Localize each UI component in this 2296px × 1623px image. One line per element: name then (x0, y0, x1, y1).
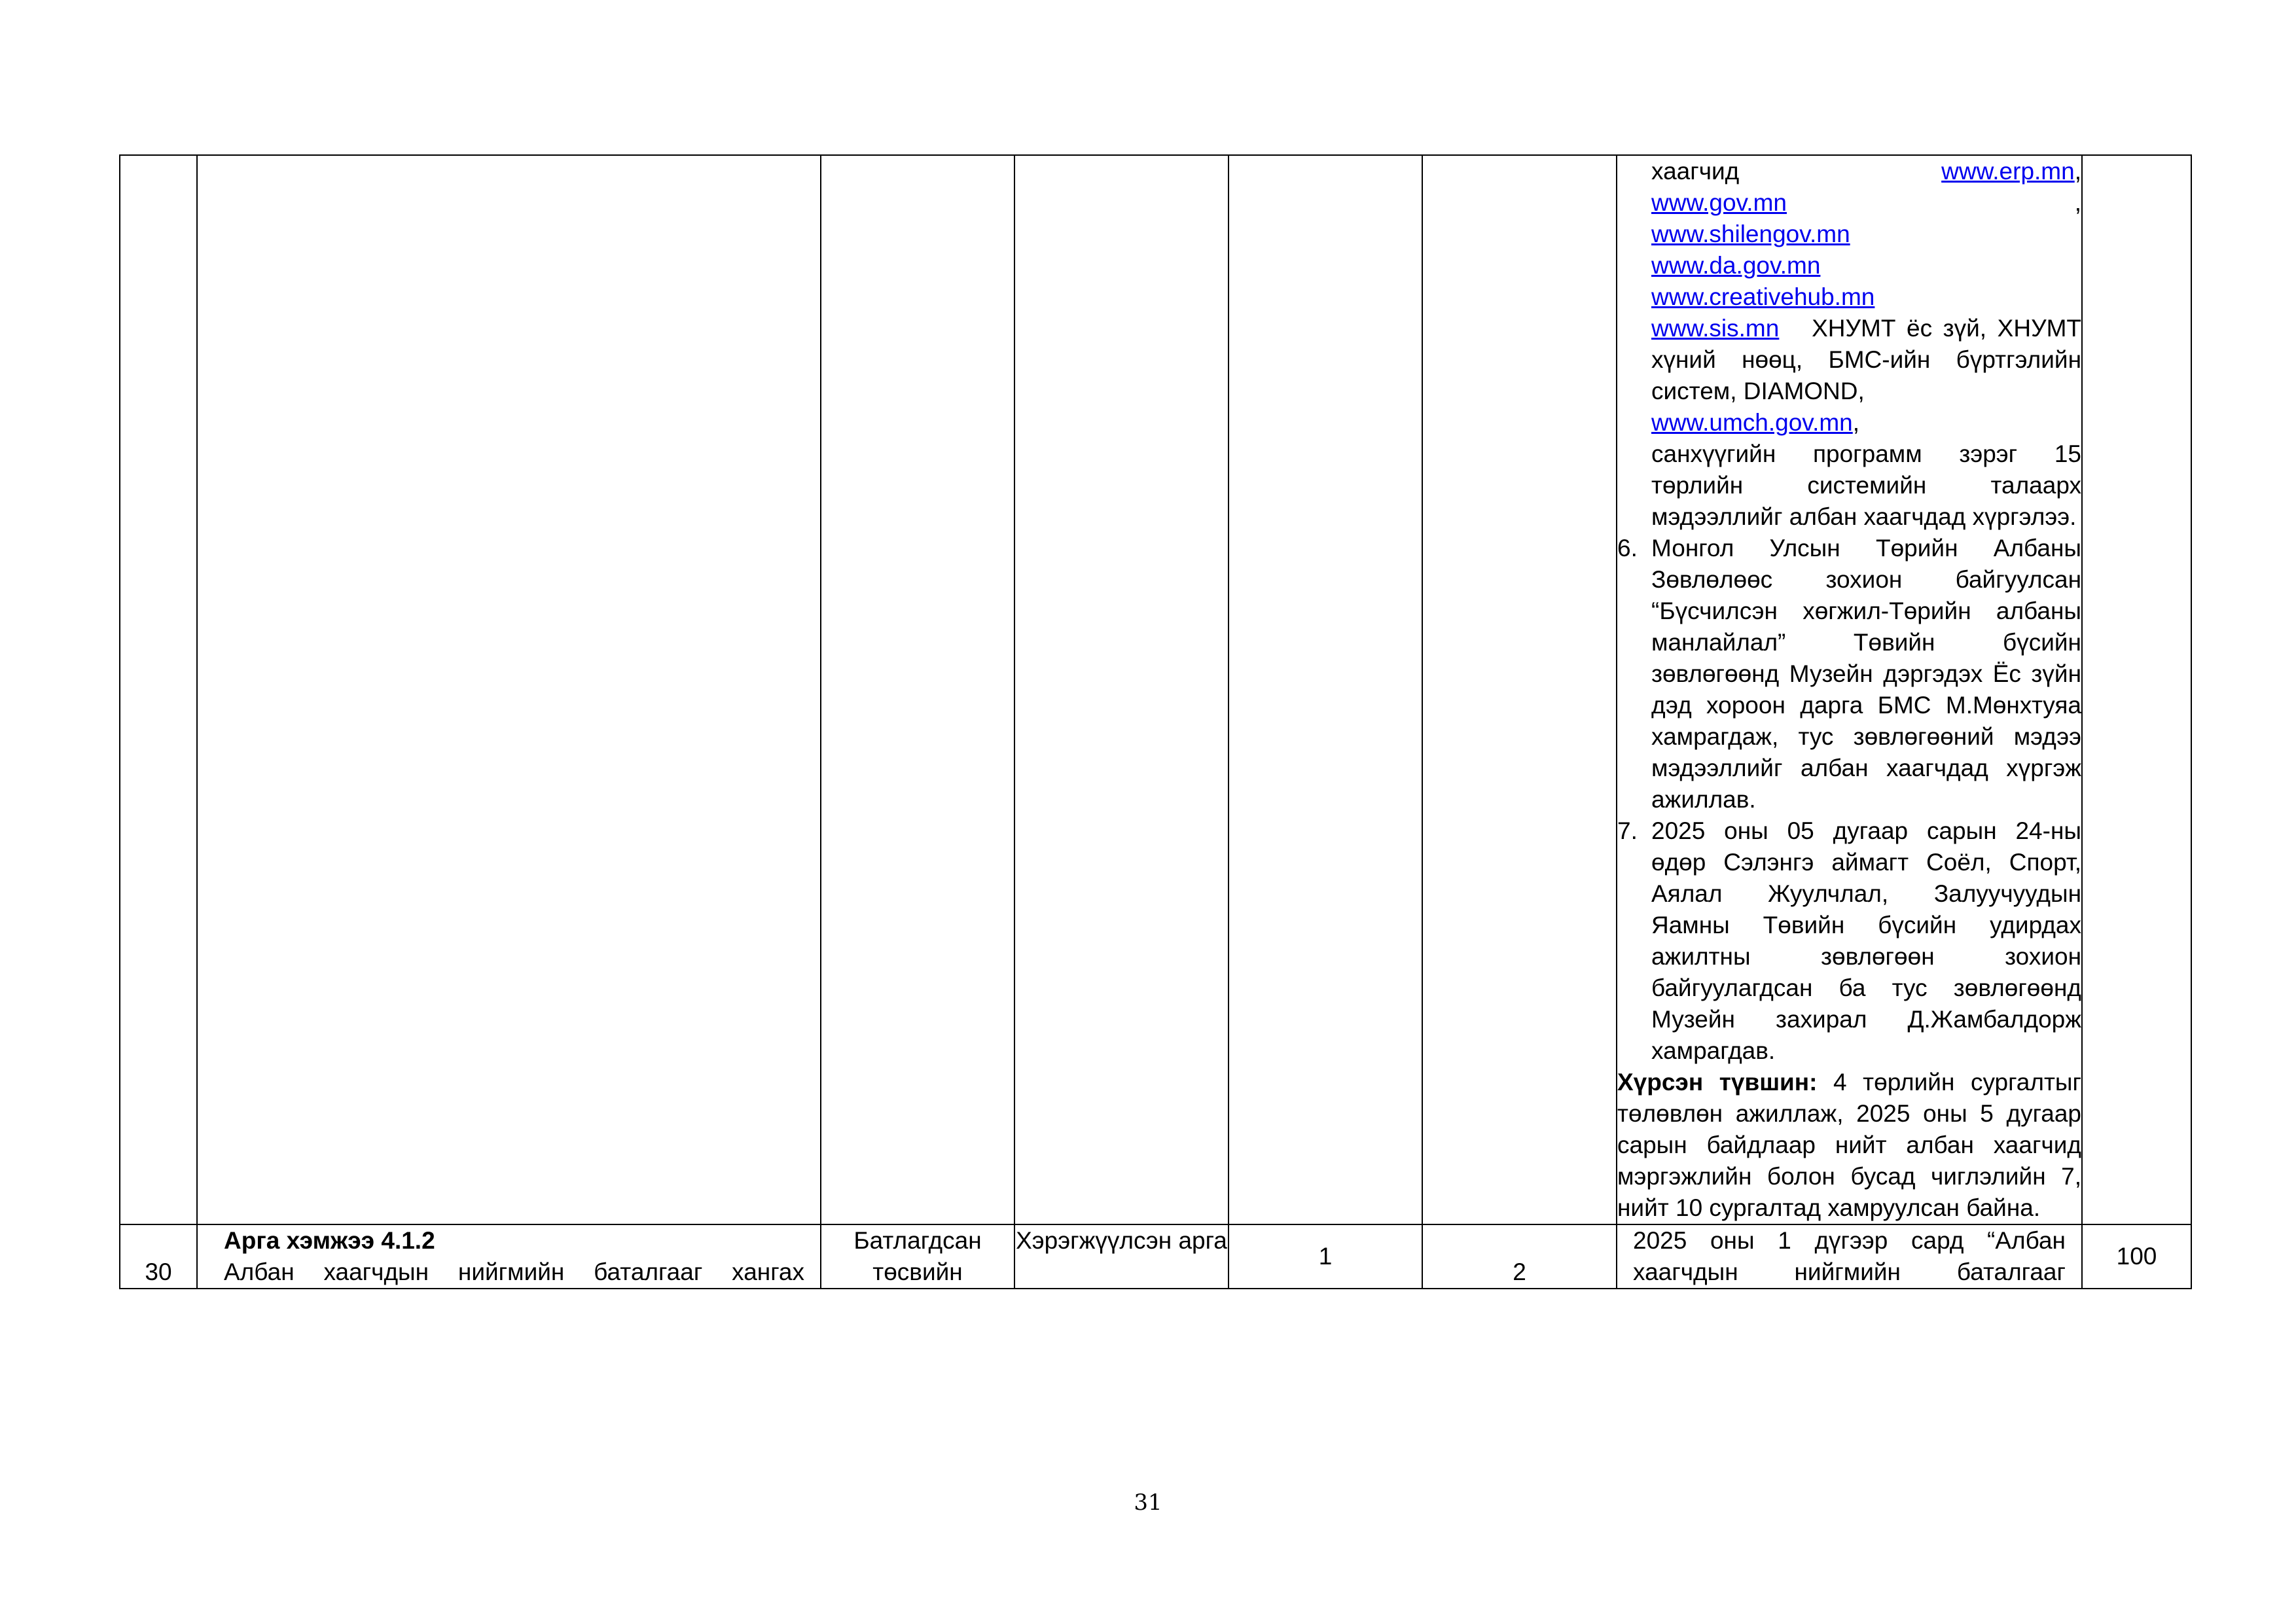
cell-status: Хэрэгжүүлсэн арга (1014, 1224, 1229, 1289)
cell-budget: Батлагдсан төсвийн (821, 1224, 1014, 1289)
cell-value-2: 2 (1422, 1224, 1617, 1289)
list-item-text: Монгол Улсын Төрийн Албаны Зөвлөлөөс зохион байгуулсан “Бүсчилсэн хөгжил-Төрийн албаны манлайлал” Төвийн бүсийн зөвлөгөөнд Музейн дэргэдэх Ёс зүйн дэд хороон дарга БМС М.Мөнхтуяа хамрагдаж, тус зөвлөгөөний мэдээ мэдээллийг албан хаагчдад хүргэж ажиллав. (1651, 535, 2081, 813)
link-gov[interactable]: www.gov.mn (1651, 189, 1787, 216)
list-item-number: 7. (1617, 817, 1638, 844)
achieved-level (1617, 1067, 2081, 1224)
link-erp[interactable]: www.erp.mn (1941, 158, 2075, 185)
cell-progress-report-30: 2025 оны 1 дүгээр сард “Албан хаагчдын нийгмийн баталгааг (1617, 1224, 2082, 1289)
cell-percent: 100 (2082, 1224, 2191, 1289)
report-list (1617, 533, 2081, 1067)
cell-col4-empty (1014, 155, 1229, 1224)
measure-text: Албан хаагчдын нийгмийн баталгааг хангах (224, 1258, 804, 1285)
link-umch[interactable]: www.umch.gov.mn (1651, 409, 1853, 436)
links-intro: хаагчид (1651, 158, 1740, 185)
list-item-number: 6. (1617, 535, 1638, 562)
achieved-level-text: 4 төрлийн сургалтыг төлөвлөн ажиллаж, 2025 оны 5 дугаар сарын байдлаар нийт албан хаагчид мэргэжлийн болон бусад чиглэлийн 7, нийт 10 сургалтад хамруулсан байна. (1617, 1069, 2081, 1221)
link-da-gov[interactable]: www.da.gov.mn (1651, 252, 1821, 279)
systems-text: ХНУМТ ёс зүй, ХНУМТ хүний нөөц, БМС-ийн бүртгэлийн систем, DIAMOND, (1651, 315, 2082, 404)
cell-percent-empty (2082, 155, 2191, 1224)
cell-col6-empty (1422, 155, 1617, 1224)
achieved-level-label: Хүрсэн түвшин: (1617, 1069, 1818, 1096)
systems-summary: санхүүгийн программ зэрэг 15 төрлийн системийн талаарх мэдээллийг албан хаагчдад хүргэлээ. (1651, 440, 2081, 530)
link-sis[interactable]: www.sis.mn (1651, 315, 1780, 342)
cell-measure-empty (197, 155, 821, 1224)
page-number: 31 (1134, 1489, 1162, 1516)
list-item (1617, 533, 2081, 815)
cell-progress-report (1617, 155, 2082, 1224)
links-paragraph: хаагчид www.erp.mn, www.gov.mn , www.shilengov.mn www.da.gov.mn www.creativehub.mn www.sis.mn ХНУМТ ёс зүй, ХНУМТ хүний нөөц, БМС-ийн бүртгэлийн систем, DIAMOND, www.umch.gov.mn, санхүүгийн программ зэрэг 15 төрлийн системийн талаарх мэдээллийг албан хаагчдад хүргэлээ. (1617, 156, 2081, 533)
table-row-continued (120, 155, 2191, 1224)
list-item-text: 2025 оны 05 дугаар сарын 24-ны өдөр Сэлэнгэ аймагт Соёл, Спорт, Аялал Жуулчлал, Залуучуудын Яамны Төвийн бүсийн удирдах ажилтны зөвлөгөөн зохион байгуулагдсан ба тус зөвлөгөөнд Музейн захирал Д.Жамбалдорж хамрагдав. (1651, 817, 2081, 1064)
list-item (1617, 815, 2081, 1067)
cell-row-number: 30 (120, 1224, 197, 1289)
measure-title: Арга хэмжээ 4.1.2 (224, 1227, 435, 1254)
cell-col5-empty (1229, 155, 1422, 1224)
link-creativehub[interactable]: www.creativehub.mn (1651, 283, 1875, 310)
cell-number-empty (120, 155, 197, 1224)
report-table (119, 154, 2192, 1289)
cell-measure (197, 1224, 821, 1289)
link-shilengov[interactable]: www.shilengov.mn (1651, 221, 1850, 247)
cell-col3-empty (821, 155, 1014, 1224)
cell-value-1: 1 (1229, 1224, 1422, 1289)
table-row-30 (120, 1224, 2191, 1289)
